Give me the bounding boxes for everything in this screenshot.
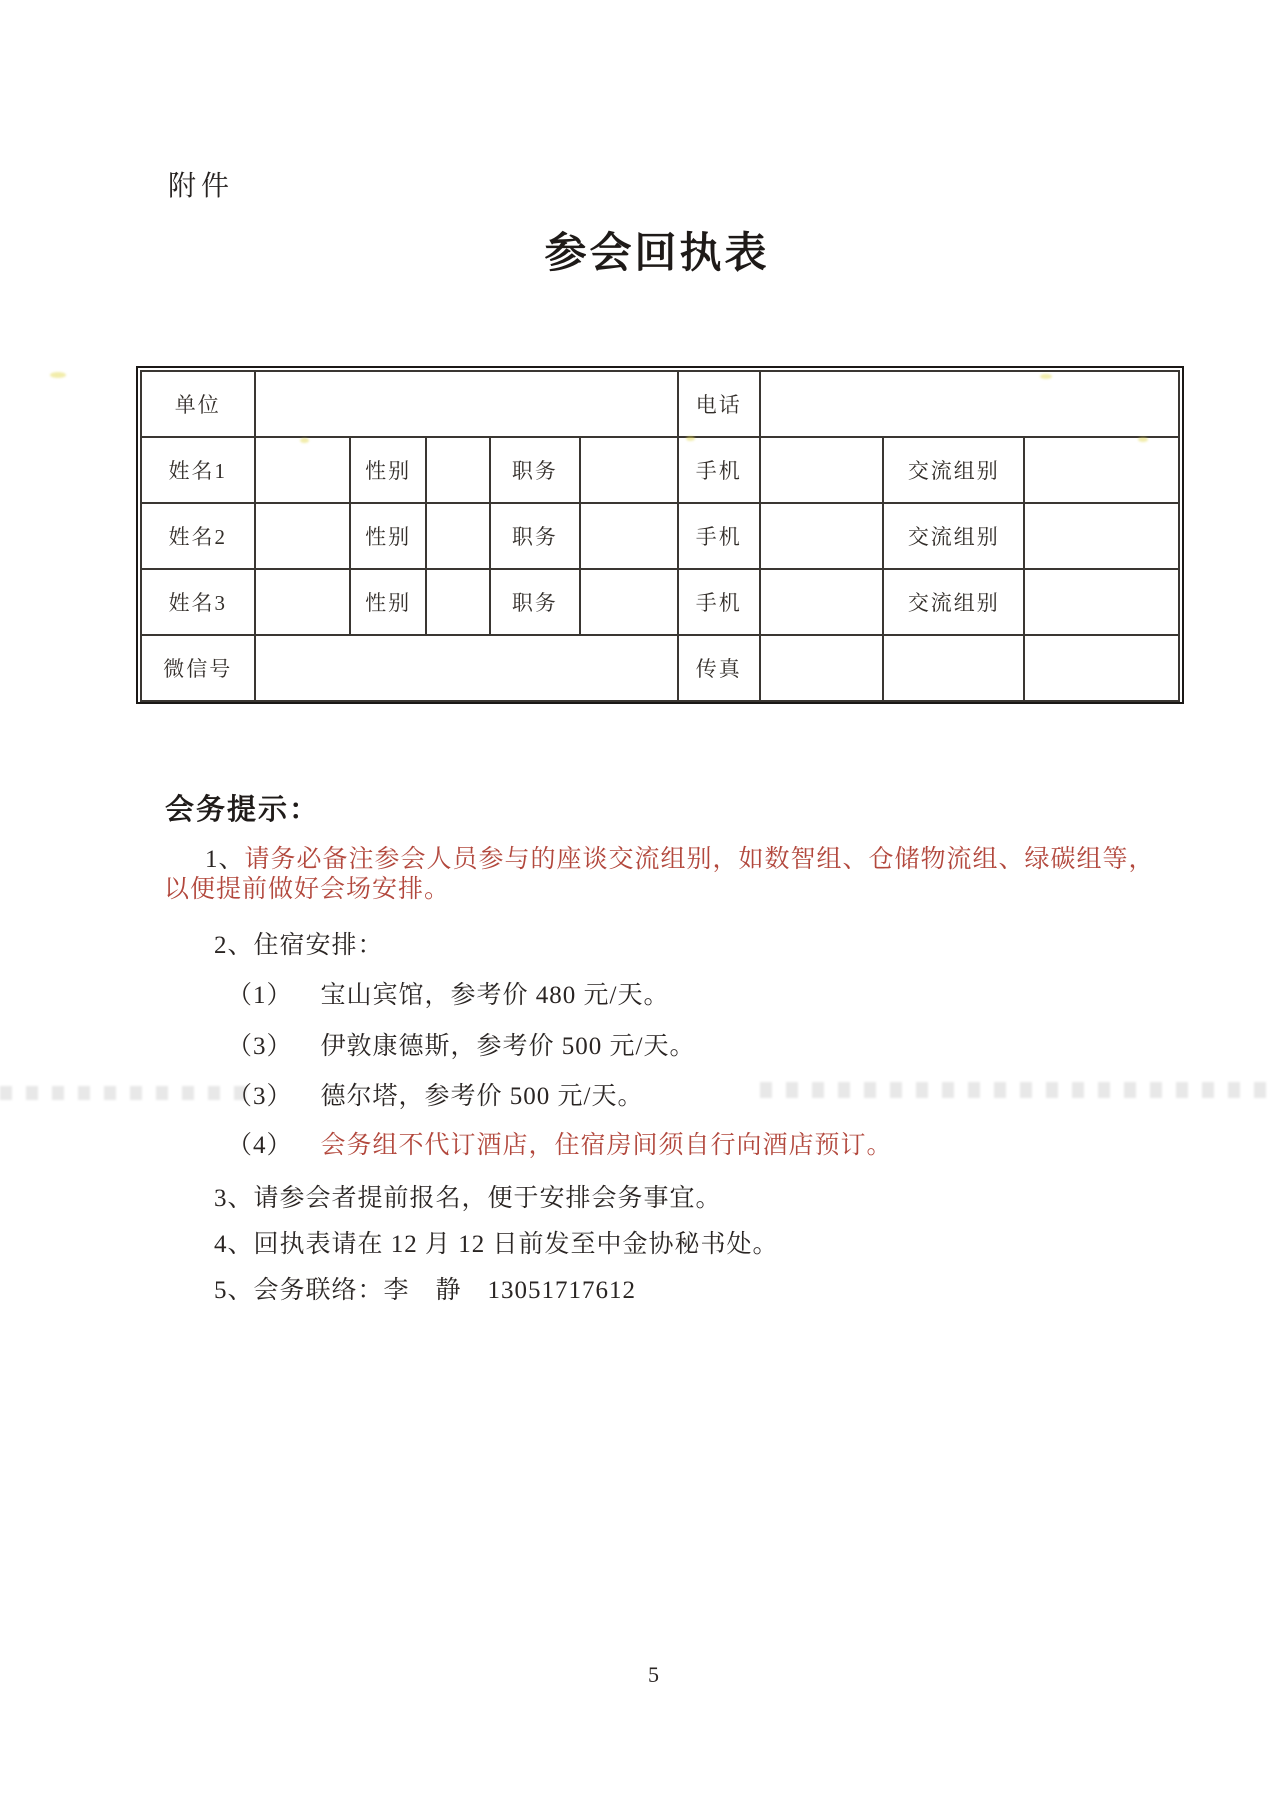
hotel-item-3-number: （3） xyxy=(227,1083,293,1110)
mobile-value-cell xyxy=(760,437,884,503)
group-value-cell xyxy=(1024,569,1179,635)
hotel-item-4 xyxy=(227,1131,893,1161)
hotel-item-2-number: （3） xyxy=(227,1033,293,1060)
reply-form-table xyxy=(136,366,1184,704)
unit-label-cell: 单位 xyxy=(141,371,255,437)
fax-value-cell xyxy=(760,635,884,701)
hotel-item-2-text: 伊敦康德斯，参考价 500 元/天。 xyxy=(320,1033,696,1060)
scan-speck xyxy=(1138,437,1148,442)
gender-label-cell: 性别 xyxy=(350,503,426,569)
mobile-value-cell xyxy=(760,569,884,635)
note-item-3: 3、请参会者提前报名，便于安排会务事宜。 xyxy=(214,1185,722,1212)
table-row-unit xyxy=(141,371,1179,437)
note-item-4: 4、回执表请在 12 月 12 日前发至中金协秘书处。 xyxy=(214,1231,779,1258)
group-label-cell: 交流组别 xyxy=(883,437,1024,503)
mobile-label-cell: 手机 xyxy=(678,437,760,503)
unit-value-cell xyxy=(255,371,678,437)
hotel-item-1 xyxy=(227,981,669,1011)
gender-value-cell xyxy=(426,503,489,569)
note-item-2: 2、住宿安排： xyxy=(214,932,384,959)
gender-label-cell: 性别 xyxy=(350,569,426,635)
name-value-cell xyxy=(255,503,350,569)
gender-value-cell xyxy=(426,569,489,635)
name-label-cell: 姓名3 xyxy=(141,569,255,635)
table-row-name2 xyxy=(141,503,1179,569)
table-row-name3 xyxy=(141,569,1179,635)
note-item-1-number: 1、 xyxy=(205,846,245,873)
hotel-item-4-number: （4） xyxy=(227,1132,293,1159)
reply-form-grid xyxy=(140,370,1180,702)
fax-label-cell: 传真 xyxy=(678,635,760,701)
scan-speck xyxy=(1040,374,1052,379)
duty-value-cell xyxy=(580,503,677,569)
duty-label-cell: 职务 xyxy=(490,437,580,503)
hotel-item-3 xyxy=(227,1082,643,1112)
note-item-5: 5、会务联络：李 静 13051717612 xyxy=(214,1277,637,1304)
page-title: 参会回执表 xyxy=(544,231,770,277)
group-value-cell xyxy=(1024,503,1179,569)
attachment-label: 附件 xyxy=(168,171,235,202)
hotel-item-1-text: 宝山宾馆，参考价 480 元/天。 xyxy=(320,982,670,1009)
name-value-cell xyxy=(255,569,350,635)
empty-cell xyxy=(1024,635,1179,701)
hotel-item-3-text: 德尔塔，参考价 500 元/天。 xyxy=(320,1083,644,1110)
scan-speck xyxy=(686,436,695,441)
wechat-label-cell: 微信号 xyxy=(141,635,255,701)
empty-cell xyxy=(883,635,1024,701)
hotel-item-1-number: （1） xyxy=(227,982,293,1009)
group-label-cell: 交流组别 xyxy=(883,503,1024,569)
gender-value-cell xyxy=(426,437,489,503)
note-item-1-line-2: 以便提前做好会场安排。 xyxy=(164,876,451,903)
group-label-cell: 交流组别 xyxy=(883,569,1024,635)
mobile-value-cell xyxy=(760,503,884,569)
page-number: 5 xyxy=(648,1662,659,1687)
scan-speck xyxy=(50,372,66,378)
table-row-wechat xyxy=(141,635,1179,701)
name-label-cell: 姓名1 xyxy=(141,437,255,503)
duty-value-cell xyxy=(580,569,677,635)
hotel-item-4-text: 会务组不代订酒店，住宿房间须自行向酒店预订。 xyxy=(320,1132,893,1159)
duty-value-cell xyxy=(580,437,677,503)
hotel-item-2 xyxy=(227,1032,695,1062)
note-item-1-line-1 xyxy=(205,845,1155,875)
phone-label-cell: 电话 xyxy=(678,371,760,437)
table-row-name1 xyxy=(141,437,1179,503)
mobile-label-cell: 手机 xyxy=(678,569,760,635)
scan-noise xyxy=(760,1082,1280,1098)
name-label-cell: 姓名2 xyxy=(141,503,255,569)
notes-heading: 会务提示： xyxy=(165,794,321,826)
note-item-1-text: 请务必备注参会人员参与的座谈交流组别，如数智组、仓储物流组、绿碳组等， xyxy=(244,846,1155,873)
group-value-cell xyxy=(1024,437,1179,503)
duty-label-cell: 职务 xyxy=(490,503,580,569)
scan-speck xyxy=(300,438,309,443)
scan-noise xyxy=(0,1086,255,1100)
mobile-label-cell: 手机 xyxy=(678,503,760,569)
duty-label-cell: 职务 xyxy=(490,569,580,635)
gender-label-cell: 性别 xyxy=(350,437,426,503)
wechat-value-cell xyxy=(255,635,678,701)
name-value-cell xyxy=(255,437,350,503)
phone-value-cell xyxy=(760,371,1179,437)
